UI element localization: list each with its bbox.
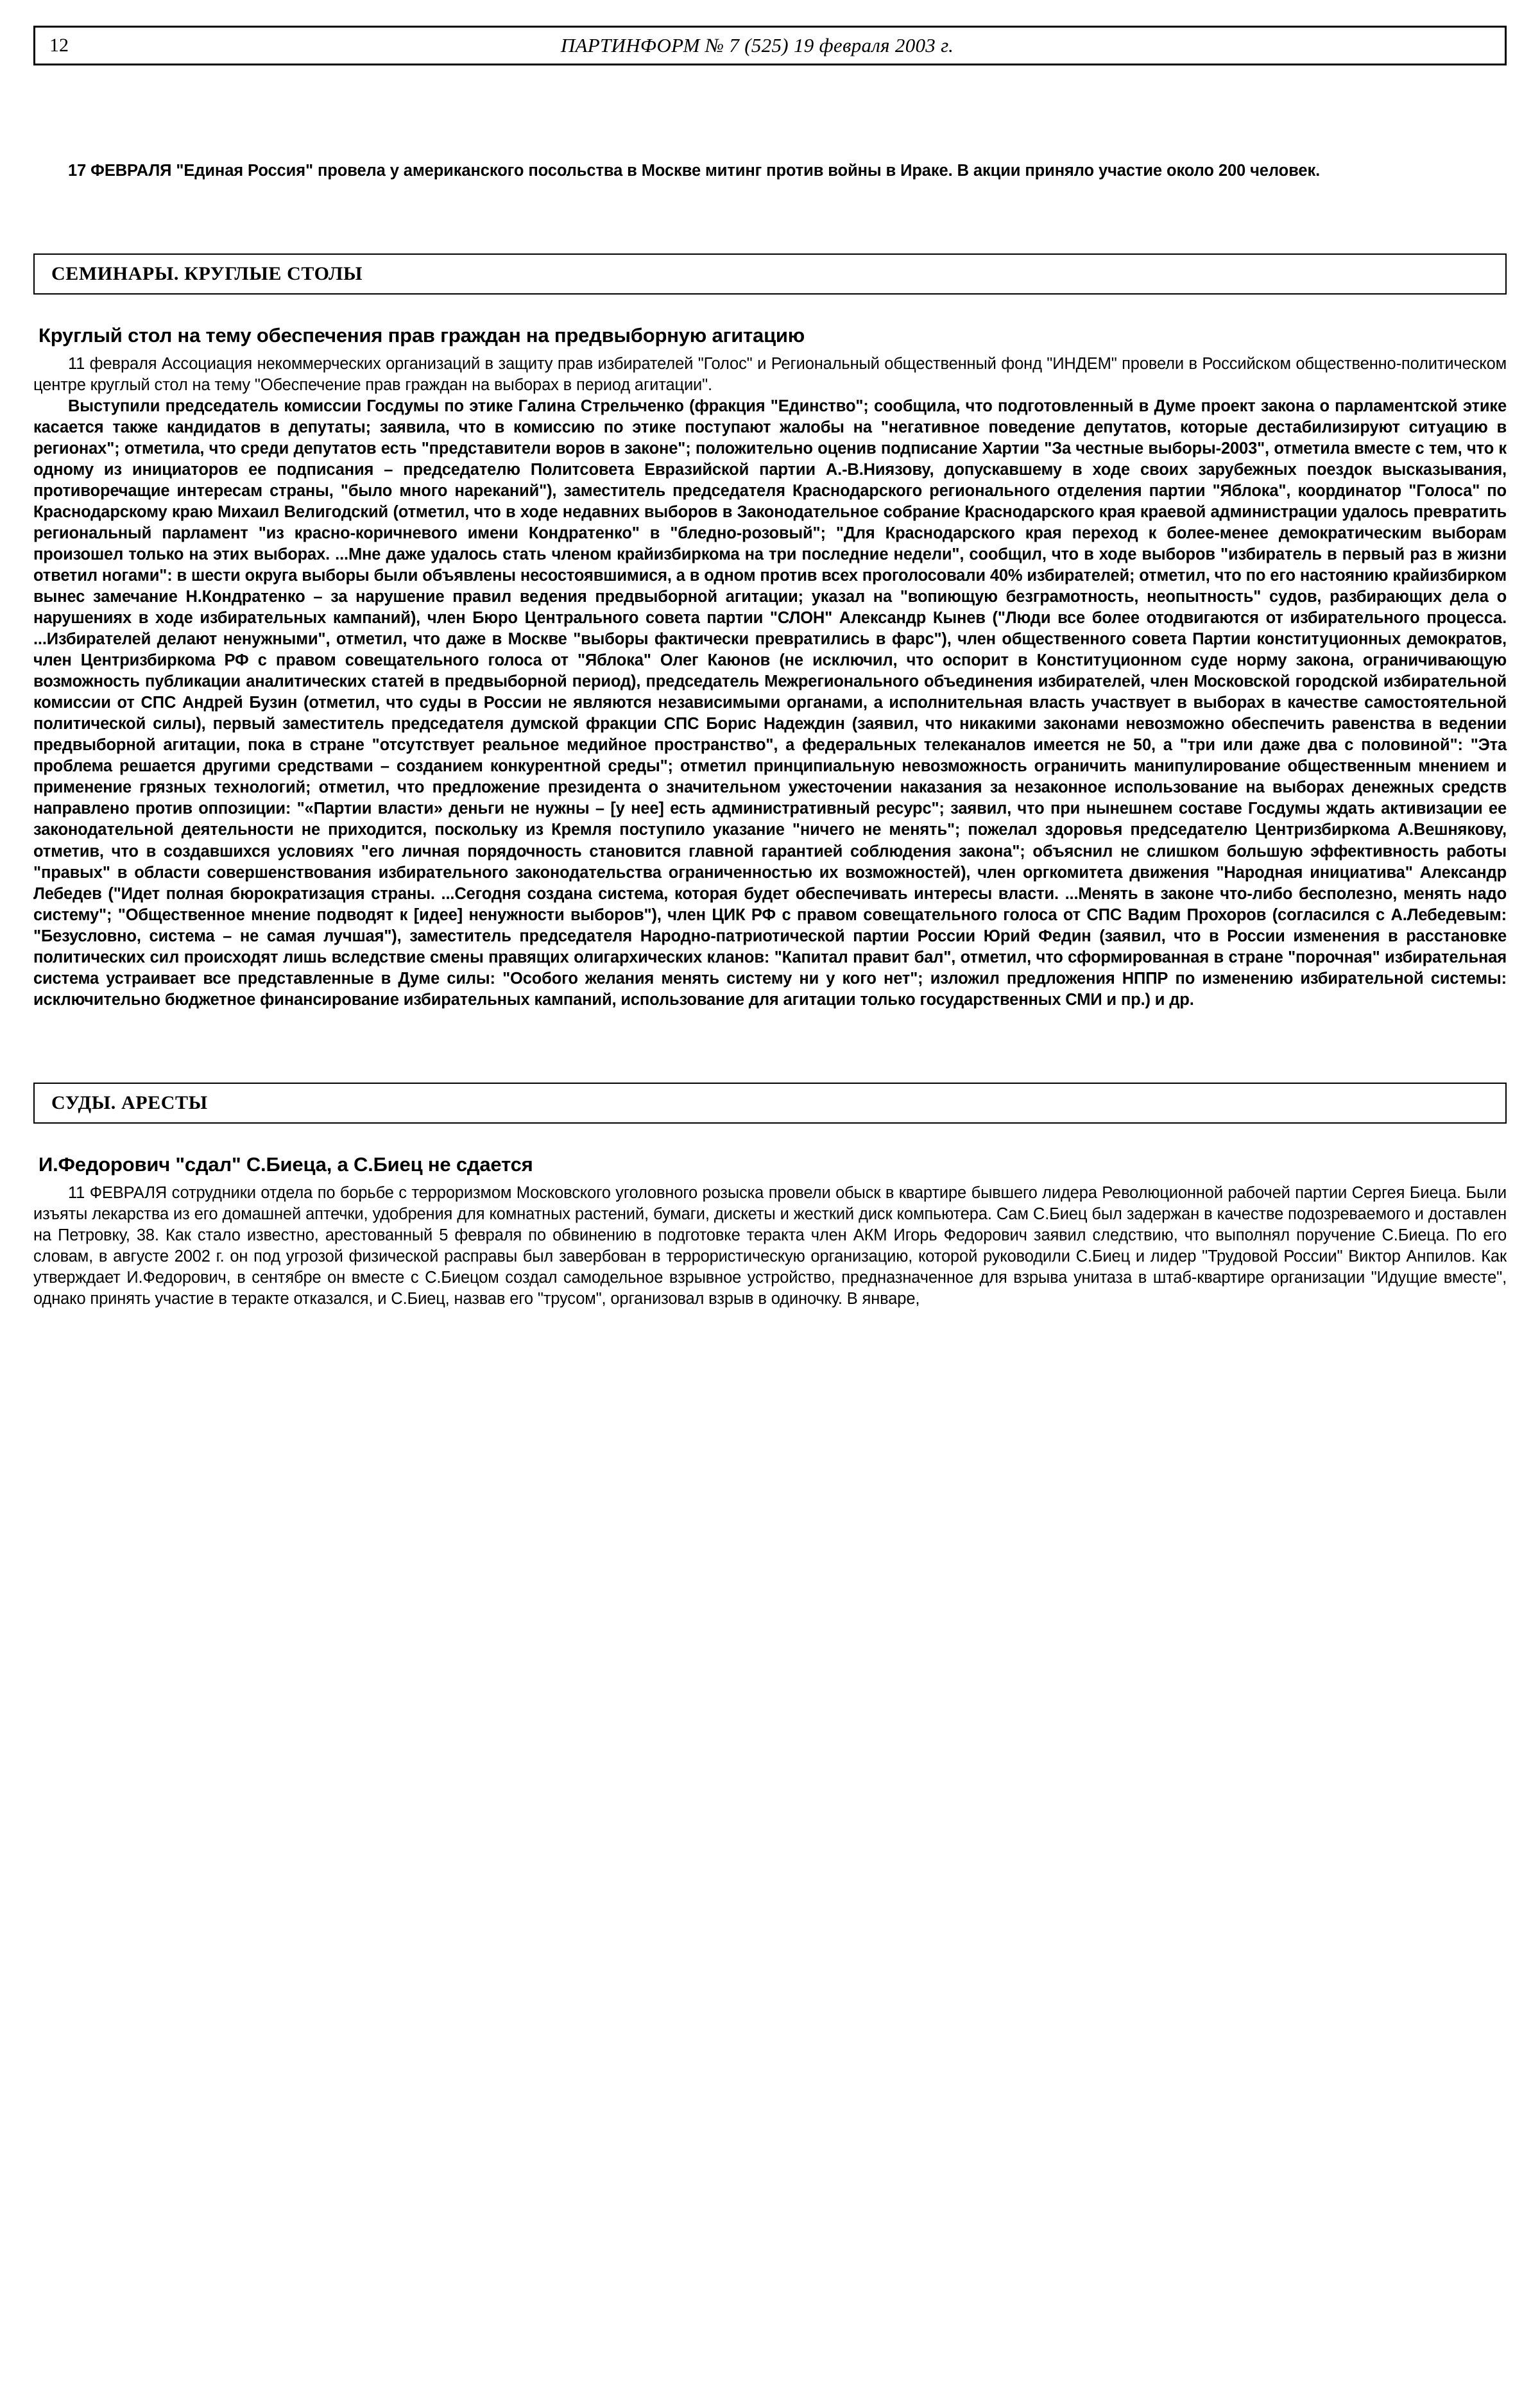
page-header bbox=[33, 26, 1507, 65]
article-title-roundtable: Круглый стол на тему обеспечения прав граждан на предвыборную агитацию bbox=[38, 324, 805, 347]
section-header-seminars bbox=[33, 253, 1507, 295]
publication-title: ПАРТИНФОРМ № 7 (525) 19 февраля 2003 г. bbox=[560, 34, 954, 56]
section-header-courts bbox=[33, 1083, 1507, 1124]
lead-paragraph: 17 ФЕВРАЛЯ "Единая Россия" провела у американского посольства в Москве митинг против войны в Ираке. В акции приняло участие около 200 человек. bbox=[68, 162, 1321, 180]
article-title-fedorovich: И.Федорович "сдал" С.Биеца, а С.Биец не сдается bbox=[38, 1152, 533, 1176]
article-paragraph: 11 февраля Ассоциация некоммерческих организаций в защиту прав избирателей "Голос" и Региональный общественный фонд "ИНДЕМ" провели в Российском общественно-политическом центре круглый стол на тему "Обеспечение прав граждан на выборах в период агитации". bbox=[33, 355, 1507, 395]
section-title: СЕМИНАРЫ. КРУГЛЫЕ СТОЛЫ bbox=[51, 263, 363, 285]
article-paragraph: Выступили председатель комиссии Госдумы по этике Галина Стрельченко (фракция "Единство"; сообщила, что подготовленный в Думе проект закона о парламентской этике касается также кандидатов в депутаты; заявила, что в комиссию по этике поступают жалобы на "негативное поведение депутатов, которые дестабилизируют ситуацию в регионах"; отметила, что среди депутатов есть "представители воров в законе"; положительно оценив подписание Хартии "За честные выборы-2003", отметила вместе с тем, что к одному из инициаторов ее подписания – председателю Политсовета Евразийской партии А.-В.Ниязову, допускавшему в ходе своих зарубежных поездок высказывания, противоречащие интересам страны, "было много нареканий"), заместитель председателя Краснодарского регионального отделения партии "Яблока", координатор "Голоса" по Краснодарскому краю Михаил Велигодский (отметил, что в ходе недавних выборов в Законодательное собрание Краснодарского края краевой администрации удалось превратить региональный парламент "из красно-коричневого имени Кондратенко" в "бледно-розовый"; "Для Краснодарского края переход к более-менее демократическим выборам произошел только на этих выборах. ...Мне даже удалось стать членом крайизбиркома на три последние недели", сообщил, что в ходе выборов "избиратель в первый раз в жизни ответил ногами": в шести округа выборы были объявлены несостоявшимися, а в одном против всех проголосовали 40% избирателей; отметил, что по его настоянию крайизбирком вынес замечание Н.Кондратенко – за нарушение правил ведения предвыборной агитации; указал на "вопиющую безграмотность, неопытность" судов, разбирающих дела о нарушениях в ходе избирательных кампаний), член Бюро Центрального совета партии "СЛОН" Александр Кынев ("Люди все более отодвигаются от избирательного процесса. ...Избирателей делают ненужными", отметил, что даже в Москве "выборы фактически превратились в фарс"), член общественного совета Партии конституционных демократов, член Центризбиркома РФ с правом совещательного голоса от "Яблока" Олег Каюнов (не исключил, что оспорит в Конституционном суде норму закона, ограничивающую возможность публикации аналитических статей в предвыборной период), председатель Межрегионального объединения избирателей, член Московской городской избирательной комиссии от СПС Андрей Бузин (отметил, что суды в России не являются независимыми органами, а исполнительная власть участвует в выборах в качестве самостоятельной политической силы), первый заместитель председателя думской фракции СПС Борис Надеждин (заявил, что никакими законами невозможно обеспечить равенства в ведении предвыборной агитации, пока в стране "отсутствует реальное медийное пространство", а федеральных телеканалов имеется не 50, а "три или даже два с половиной": "Эта проблема решается другими средствами – созданием конкурентной среды"; отметил принципиальную невозможность ограничить манипулирование общественным мнением и применение грязных технологий; отметил, что предложение президента о значительном ужесточении наказания за незаконное использование на выборах денежных средств направлено против оппозиции: "«Партии власти» деньги не нужны – [у нее] есть административный ресурс"; заявил, что при нынешнем составе Госдумы ждать активизации ее законодательной деятельности не приходится, поскольку из Кремля поступило указание "ничего не менять"; пожелал здоровья председателю Центризбиркома А.Вешнякову, отметив, что в создавшихся условиях "его личная порядочность становится главной гарантией соблюдения закона"; объяснил не слишком большую эффективность работы "правых" в области совершенствования избирательного законодательства ограниченностью их возможностей), член оргкомитета движения "Народная инициатива" Александр Лебедев ("Идет полная бюрократизация страны. ...Сегодня создана система, которая будет обеспечивать интересы власти. ...Менять в законе что-либо бесполезно, менять надо систему"; "Общественное мнение подводят к [идее] ненужности выборов"), член ЦИК РФ с правом совещательного голоса от СПС Вадим Прохоров (согласился с А.Лебедевым: "Безусловно, система – не самая лучшая"), заместитель председателя Народно-патриотической партии России Юрий Федин (заявил, что в России изменения в расстановке политических сил происходят лишь вследствие смены правящих олигархических кланов: "Капитал правит бал", отметил, что сформированная в стране "порочная" избирательная система устраивает все представленные в Думе силы: "Особого желания менять систему ни у кого нет"; изложил предложения НППР по изменению избирательной системы: исключительно бюджетное финансирование избирательных кампаний, использование для агитации только государственных СМИ и пр.) и др. bbox=[33, 397, 1507, 1009]
section-title: СУДЫ. АРЕСТЫ bbox=[51, 1092, 208, 1113]
page-number: 12 bbox=[49, 35, 69, 56]
article-paragraph: 11 ФЕВРАЛЯ сотрудники отдела по борьбе с терроризмом Московского уголовного розыска провели обыск в квартире бывшего лидера Революционной рабочей партии Сергея Биеца. Были изъяты лекарства из его домашней аптечки, удобрения для комнатных растений, бумаги, дискеты и жесткий диск компьютера. Сам С.Биец был задержан в качестве подозреваемого и доставлен на Петровку, 38. Как стало известно, арестованный 5 февраля по обвинению в подготовке теракта член АКМ Игорь Федорович заявил следствию, что выполнял поручение С.Биеца. По его словам, в августе 2002 г. он под угрозой физической расправы был завербован в террористическую организацию, которой руководили С.Биец и лидер "Трудовой России" Виктор Анпилов. Как утверждает И.Федорович, в сентябре он вместе с С.Биецом создал самодельное взрывное устройство, предназначенное для взрыва унитаза в штаб-квартире организации "Идущие вместе", однако принять участие в теракте отказался, и С.Биец, назвав его "трусом", организовал взрыв в одиночку. В январе, bbox=[33, 1183, 1507, 1308]
